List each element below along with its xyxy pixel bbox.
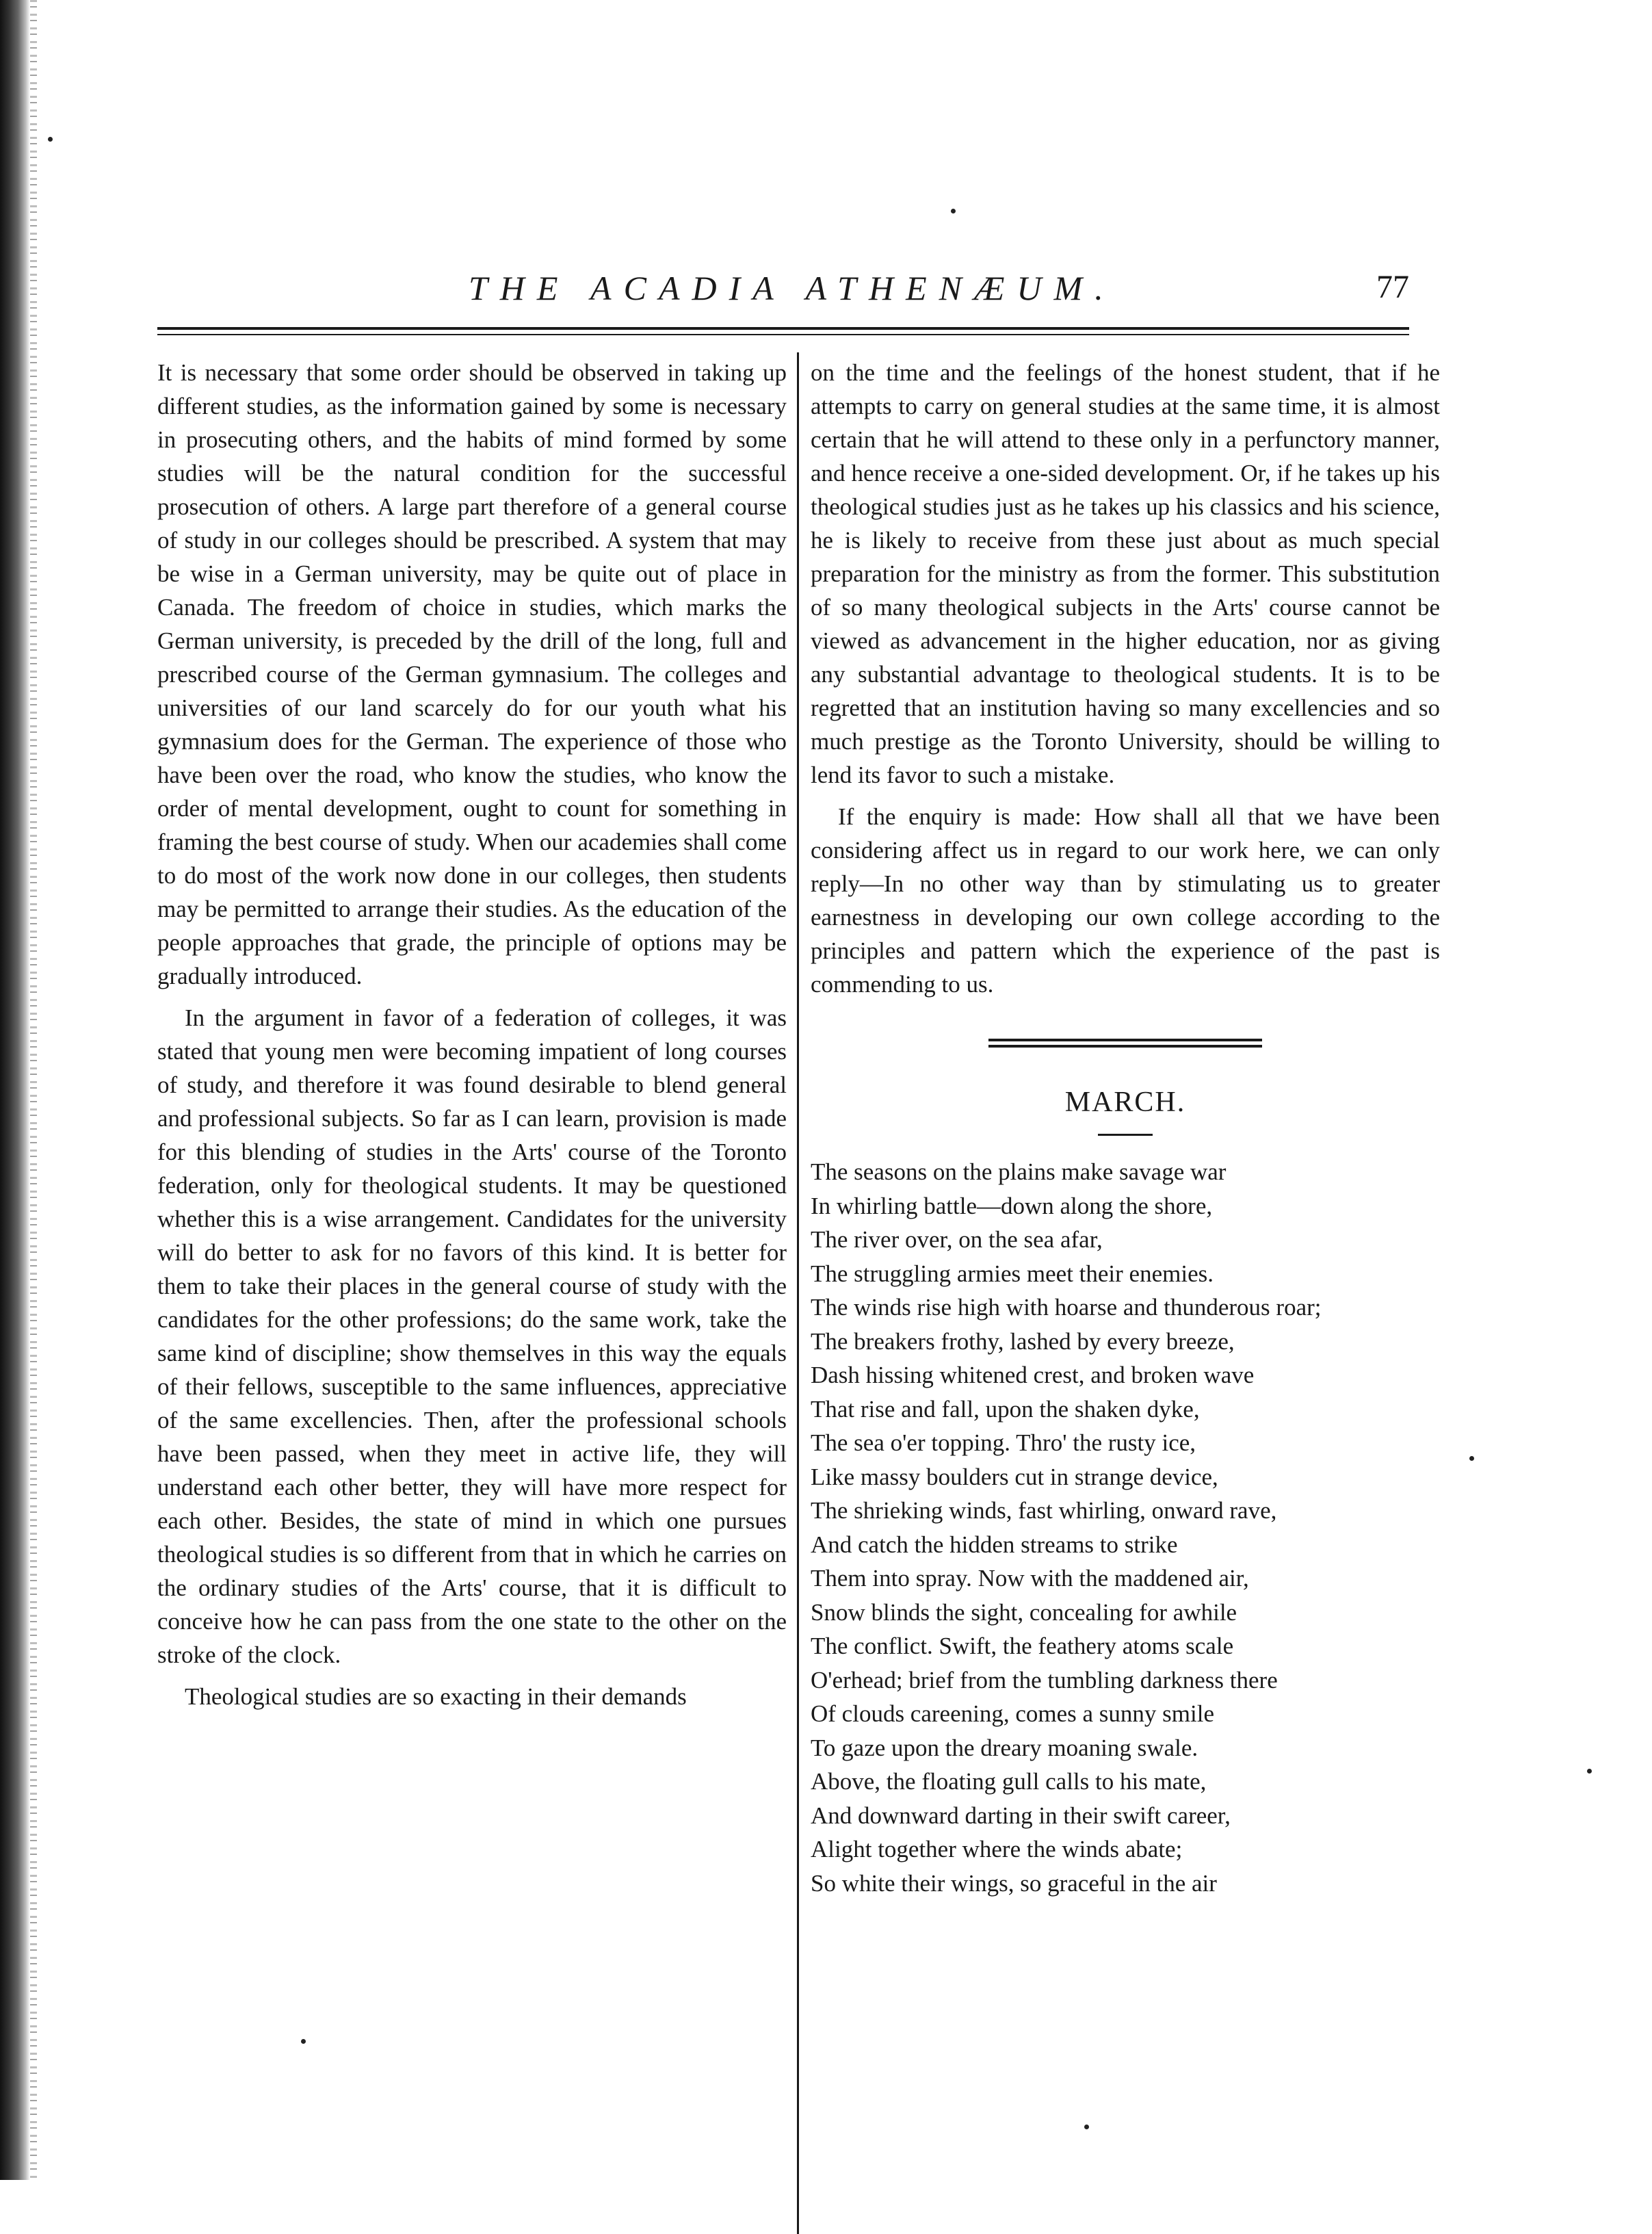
ink-speck	[301, 2039, 306, 2044]
poem-line: Them into spray. Now with the maddened air,	[811, 1565, 1249, 1592]
ink-speck	[951, 209, 956, 213]
poem-line: The shrieking winds, fast whirling, onward rave,	[811, 1497, 1277, 1524]
page-number: 77	[1376, 269, 1409, 305]
poem-line: In whirling battle—down along the shore,	[811, 1192, 1213, 1219]
poem-line: The breakers frothy, lashed by every breeze,	[811, 1327, 1235, 1355]
right-column	[811, 356, 1440, 1900]
poem-line: To gaze upon the dreary moaning swale.	[811, 1734, 1198, 1761]
poem-line: Alight together where the winds abate;	[811, 1836, 1183, 1862]
ink-speck	[1084, 2125, 1089, 2129]
poem-line: Above, the floating gull calls to his mate,	[811, 1768, 1207, 1795]
poem-line: Snow blinds the sight, concealing for awhile	[811, 1598, 1237, 1626]
column-divider	[797, 352, 799, 2234]
paragraph: on the time and the feelings of the honest student, that if he attempts to carry on general studies at the same time, it is almost certain that he will attend to these only in a perfunctory manner, and hence receive a one-sided development. Or, if he takes up his theological studies just as he takes up his classics and his science, he is likely to receive from these just about as much special preparation for the ministry as from the former. This substitution of so many theological subjects in the Arts' course cannot be viewed as advancement in the higher education, nor as giving any substantial advantage to theological students. It is to be regretted that an institution having so many excellencies and so much prestige as the Toronto University, should be willing to lend its favor to such a mistake.	[811, 359, 1440, 788]
poem	[811, 1155, 1440, 1900]
header-rule	[157, 327, 1409, 339]
poem-line: The winds rise high with hoarse and thunderous roar;	[811, 1294, 1322, 1321]
paragraph: In the argument in favor of a federation of colleges, it was stated that young men were becoming impatient of long courses of study, and therefore it was found desirable to blend general and professional subjects. So far as I can learn, provision is made for this blending of studies in the Arts' course of the Toronto federation, only for theological students. It may be questioned whether this is a wise arrangement. Candidates for the university will do better to ask for no favors of this kind. It is better for them to take their places in the general course of study with the candidates for the other professions; do the same work, take the same kind of discipline; show themselves in this way the equals of their fellows, susceptible to the same influences, appreciative of the same excellencies. Then, after the professional schools have been passed, when they meet in active life, they will understand each other better, they will have more respect for each other. Besides, the state of mind in which one pursues theological studies is so different from that in which he carries on the ordinary studies of the Arts' course, that it is difficult to conceive how he can pass from the one state to the other on the stroke of the clock.	[157, 1004, 787, 1668]
ink-speck	[1587, 1769, 1592, 1774]
paragraph: Theological studies are so exacting in their demands	[185, 1683, 687, 1710]
paragraph: If the enquiry is made: How shall all that we have been considering affect us in regard to our work here, we can only reply—In no other way than by stimulating us to greater earnestness in developing our own college according to the principles and pattern which the experience of the past is commending to us.	[811, 803, 1440, 998]
poem-line: Dash hissing whitened crest, and broken wave	[811, 1362, 1255, 1388]
poem-title-rule	[1098, 1134, 1153, 1136]
poem-line: The seasons on the plains make savage war	[811, 1158, 1227, 1185]
binding-edge-texture	[30, 0, 37, 2180]
poem-line: That rise and fall, upon the shaken dyke,	[811, 1395, 1200, 1423]
binding-spine-shadow	[0, 0, 30, 2180]
poem-line: The struggling armies meet their enemies.	[811, 1260, 1214, 1287]
poem-line: So white their wings, so graceful in the air	[811, 1869, 1217, 1897]
left-column	[157, 356, 787, 1722]
poem-line: The sea o'er topping. Thro' the rusty ice,	[811, 1429, 1196, 1456]
poem-line: O'erhead; brief from the tumbling darkness there	[811, 1666, 1278, 1693]
journal-title: THE ACADIA ATHENÆUM.	[469, 269, 1116, 307]
poem-title: MARCH.	[1064, 1087, 1186, 1118]
poem-line: The river over, on the sea afar,	[811, 1226, 1103, 1253]
poem-line: Like massy boulders cut in strange device,	[811, 1463, 1218, 1490]
poem-line: And downward darting in their swift career,	[811, 1802, 1231, 1829]
page-header	[157, 268, 1409, 323]
paragraph: It is necessary that some order should be observed in taking up different studies, as the information gained by some is necessary in prosecuting others, and the habits of mind formed by some studies will be the natural condition for the successful prosecution of others. A large part therefore of a general course of study in our colleges should be prescribed. A system that may be wise in a German university, may be quite out of place in Canada. The freedom of choice in studies, which marks the German university, is preceded by the drill of the long, full and prescribed course of the German gymnasium. The colleges and universities of our land scarcely do for our youth what his gymnasium does for the German. The experience of those who have been over the road, who know the studies, who know the order of mental development, ought to count for something in framing the best course of study. When our academies shall come to do most of the work now done in our colleges, then students may be permitted to arrange their studies. As the education of the people approaches that grade, the principle of options may be gradually introduced.	[157, 359, 787, 989]
poem-line: The conflict. Swift, the feathery atoms scale	[811, 1633, 1234, 1659]
ink-speck	[48, 137, 53, 142]
poem-line: Of clouds careening, comes a sunny smile	[811, 1700, 1214, 1727]
poem-line: And catch the hidden streams to strike	[811, 1531, 1178, 1558]
ink-speck	[1469, 1456, 1474, 1461]
section-ornament-rule	[988, 1039, 1262, 1048]
